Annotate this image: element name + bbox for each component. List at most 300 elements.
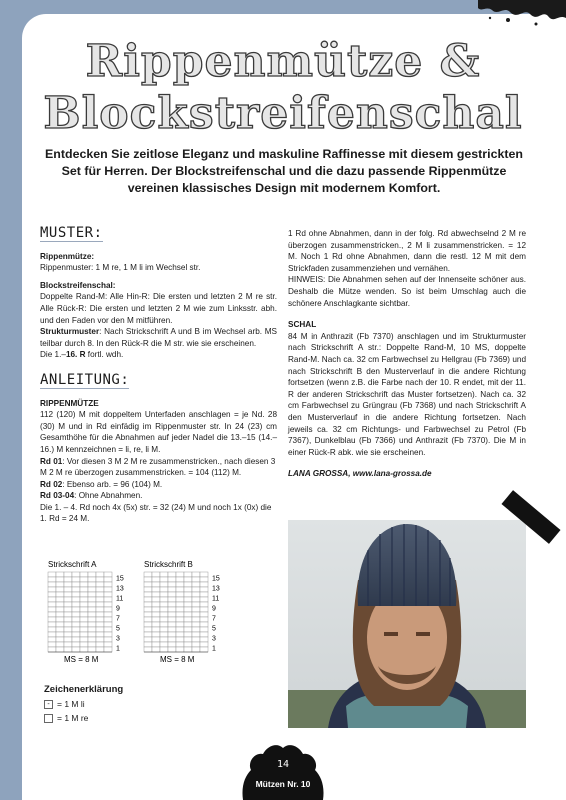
chart-b-cell: [152, 597, 160, 602]
chart-b-cell: [152, 647, 160, 652]
chart-b-cell: [168, 577, 176, 582]
chart-b-cell: [184, 592, 192, 597]
chart-b-cell: [184, 612, 192, 617]
chart-a-cell: [104, 612, 112, 617]
chart-a-cell: [80, 587, 88, 592]
chart-a-cell: [64, 617, 72, 622]
chart-a-cell: [80, 642, 88, 647]
chart-a-cell: [88, 612, 96, 617]
chart-a-cell: [80, 582, 88, 587]
chart-b-cell: [168, 572, 176, 577]
chart-b-cell: [200, 597, 208, 602]
chart-a-cell: [104, 627, 112, 632]
chart-a-cell: [96, 647, 104, 652]
rd0304-label: Rd 03-04: [40, 491, 75, 501]
chart-b-cell: [144, 617, 152, 622]
chart-a-cell: [48, 612, 56, 617]
chart-b-cell: [184, 632, 192, 637]
chart-a-cell: [56, 577, 64, 582]
chart-b-cell: [176, 637, 184, 642]
chart-a-cell: [72, 602, 80, 607]
chart-a-row-number: 3: [116, 635, 120, 643]
chart-a-cell: [96, 597, 104, 602]
chart-a-cell: [56, 642, 64, 647]
chart-b-cell: [152, 617, 160, 622]
chart-b-cell: [200, 582, 208, 587]
chart-b-cell: [192, 577, 200, 582]
chart-a-cell: [80, 577, 88, 582]
chart-b-row-number: 9: [212, 605, 216, 613]
chart-a-cell: [64, 637, 72, 642]
chart-a-cell: [48, 647, 56, 652]
chart-b-cell: [184, 647, 192, 652]
chart-b-cell: [160, 632, 168, 637]
struktur-title: Strukturmuster: [40, 327, 100, 337]
chart-a-cell: [64, 597, 72, 602]
chart-b-cell: [184, 607, 192, 612]
mutze-title: RIPPENMÜTZE: [40, 398, 99, 408]
chart-b-cell: [200, 622, 208, 627]
chart-a-grid: [48, 572, 112, 652]
chart-a-cell: [104, 632, 112, 637]
schal-text: 84 M in Anthrazit (Fb 7370) anschlagen und im Strukturmuster nach Strickschrift A str.: Doppelte Rand-M, 10 MS, doppelte Rand-M. Nach ca. 32 cm Farbwechsel zu Hellgrau (Fb 7369) und nach Strickschrift B den Musterverlauf in die andere Richtung fortsetzen (wenn z.B. die Farbe nach der 10. R endet, mit der 11. R der anderen Strickschrift das Muster fortsetzen). Nach ca. 32 cm Farbwechsel zu Grüngrau (Fb 7368) und nach Strickschrift A den Musterverlauf in die andere Richtung fortsetzen. Nach jeweils ca. 32 cm Richtungs- und Farbwechsel zu Petrol (Fb 7367), Dunkelblau (Fb 7366) und Anthrazit (Fb 7370). Die M in einer Rück-R abk. wie sie erscheinen.: [288, 331, 526, 457]
chart-a-cell: [48, 582, 56, 587]
chart-a-cell: [96, 612, 104, 617]
chart-a-cell: [48, 617, 56, 622]
repeat-paragraph: [40, 349, 277, 361]
chart-b-cell: [168, 642, 176, 647]
chart-a-cell: [88, 572, 96, 577]
chart-b-cell: [184, 572, 192, 577]
chart-b-cell: [160, 602, 168, 607]
chart-a-cell: [104, 642, 112, 647]
chart-a-cell: [48, 607, 56, 612]
chart-b-cell: [152, 587, 160, 592]
chart-a-cell: [72, 637, 80, 642]
chart-b-row-numbers: [212, 576, 220, 653]
chart-a-cell: [56, 637, 64, 642]
chart-a-cell: [96, 602, 104, 607]
chart-a-cell: [56, 647, 64, 652]
chart-b-cell: [200, 612, 208, 617]
chart-a-cell: [64, 572, 72, 577]
chart-b-title: Strickschrift B: [144, 560, 193, 569]
chart-b-cell: [160, 572, 168, 577]
chart-a-cell: [72, 617, 80, 622]
ink-splatter-decoration: [478, 0, 566, 28]
credit-text: LANA GROSSA, www.lana-grossa.de: [288, 469, 432, 479]
chart-b-cell: [152, 607, 160, 612]
chart-a-cell: [72, 627, 80, 632]
chart-a-cell: [88, 577, 96, 582]
chart-a-ms-label: MS = 8 M: [64, 655, 99, 664]
chart-b-cell: [160, 627, 168, 632]
chart-a-cell: [48, 632, 56, 637]
chart-b-cell: [160, 592, 168, 597]
chart-b-cell: [176, 647, 184, 652]
chart-b-cell: [200, 642, 208, 647]
chart-a-cell: [80, 622, 88, 627]
chart-b-row-number: 3: [212, 635, 216, 643]
chart-a-cell: [88, 597, 96, 602]
left-column: [40, 225, 277, 525]
repeat-text-a: Die 1.–: [40, 350, 66, 360]
chart-b-cell: [168, 617, 176, 622]
chart-b-cell: [168, 632, 176, 637]
legend-title: Zeichenerklärung: [44, 684, 124, 695]
legend-item-knit: [44, 713, 164, 723]
chart-a-cell: [96, 632, 104, 637]
chart-a-cell: [64, 587, 72, 592]
rd01-label: Rd 01: [40, 456, 63, 466]
rd02-text: : Ebenso arb. = 96 (104) M.: [62, 479, 163, 489]
chart-a-cell: [48, 587, 56, 592]
chart-a-row-number: 13: [116, 585, 124, 593]
chart-b-cell: [144, 592, 152, 597]
chart-b-cell: [144, 572, 152, 577]
chart-b-row-number: 1: [212, 645, 216, 653]
chart-b-row-number: 13: [212, 585, 220, 593]
purl-symbol-icon: -: [44, 700, 53, 709]
chart-a-cell: [96, 617, 104, 622]
chart-a-cell: [104, 577, 112, 582]
chart-a-cell: [88, 607, 96, 612]
model-photo: [288, 520, 526, 728]
chart-b-cell: [184, 587, 192, 592]
chart-a-cell: [80, 597, 88, 602]
chart-a-row-number: 5: [116, 625, 120, 633]
chart-b-cell: [176, 632, 184, 637]
chart-b-cell: [160, 597, 168, 602]
chart-b-cell: [176, 587, 184, 592]
chart-a-cell: [104, 587, 112, 592]
chart-b-cell: [144, 577, 152, 582]
chart-b-cell: [192, 617, 200, 622]
chart-a-cell: [72, 622, 80, 627]
chart-b-cell: [192, 612, 200, 617]
chart-a-cell: [88, 592, 96, 597]
chart-a-cell: [96, 577, 104, 582]
chart-b-cell: [144, 637, 152, 642]
chart-a-cell: [72, 587, 80, 592]
repeat-text-c: fortl. wdh.: [85, 350, 124, 360]
chart-b-cell: [184, 577, 192, 582]
chart-a-cell: [104, 637, 112, 642]
chart-b-row-number: 15: [212, 575, 220, 583]
chart-b-cell: [152, 592, 160, 597]
chart-b-row-number: 5: [212, 625, 216, 633]
rippen-title: Rippenmütze:: [40, 251, 95, 261]
knitting-charts: [40, 560, 280, 680]
chart-a-cell: [96, 592, 104, 597]
chart-a-cell: [80, 572, 88, 577]
chart-b-row-number: 11: [212, 595, 220, 603]
chart-b-cell: [200, 627, 208, 632]
chart-a-cell: [48, 637, 56, 642]
chart-b-cell: [200, 637, 208, 642]
chart-a-row-numbers: [116, 576, 124, 653]
chart-a-cell: [64, 582, 72, 587]
chart-a-cell: [88, 587, 96, 592]
chart-b-cell: [168, 607, 176, 612]
chart-b-cell: [200, 647, 208, 652]
chart-a-cell: [104, 592, 112, 597]
chart-a-row-number: 9: [116, 605, 120, 613]
rd0304-paragraph: [40, 490, 277, 502]
chart-a-cell: [104, 597, 112, 602]
anleitung-heading: ANLEITUNG:: [40, 371, 130, 388]
chart-a-row-number: 7: [116, 615, 120, 623]
chart-a-cell: [88, 617, 96, 622]
chart-a-cell: [72, 577, 80, 582]
struktur-paragraph: [40, 326, 277, 349]
page-badge: [239, 742, 327, 800]
chart-a-cell: [80, 647, 88, 652]
legend-item-purl-text: = 1 M li: [57, 699, 85, 709]
chart-a-cell: [96, 627, 104, 632]
chart-a-cell: [56, 617, 64, 622]
chart-b-cell: [152, 602, 160, 607]
chart-b-cell: [168, 582, 176, 587]
chart-b-cell: [184, 582, 192, 587]
chart-a-cell: [96, 622, 104, 627]
chart-a-row-number: 1: [116, 645, 120, 653]
chart-b-grid: [144, 572, 208, 652]
chart-b-cell: [184, 597, 192, 602]
page-title-line-2: Blockstreifenschal: [43, 88, 523, 139]
chart-a-cell: [88, 647, 96, 652]
chart-a-cell: [56, 612, 64, 617]
chart-a-cell: [80, 632, 88, 637]
chart-a-cell: [72, 592, 80, 597]
chart-b-cell: [144, 632, 152, 637]
chart-b-cell: [168, 602, 176, 607]
chart-a-cell: [96, 572, 104, 577]
page-title-line-1: Rippenmütze &: [85, 36, 481, 87]
rd-more-text: Die 1. – 4. Rd noch 4x (5x) str. = 32 (24) M und noch 1x (0x) die 1. Rd = 24 M.: [40, 502, 272, 524]
magazine-name: Mützen Nr. 10: [255, 779, 311, 789]
right-column: [288, 228, 526, 480]
chart-b-cell: [192, 602, 200, 607]
chart-a-cell: [80, 617, 88, 622]
chart-a-cell: [48, 577, 56, 582]
chart-b-cell: [192, 572, 200, 577]
chart-a-cell: [56, 582, 64, 587]
rd02-label: Rd 02: [40, 479, 63, 489]
chart-b-cell: [192, 592, 200, 597]
chart-b-cell: [160, 642, 168, 647]
chart-b-cell: [192, 632, 200, 637]
rd01-paragraph: [40, 456, 277, 479]
chart-a-cell: [48, 627, 56, 632]
chart-a-cell: [56, 597, 64, 602]
rd01-text: : Vor diesen 3 M 2 M re zusammenstricken., nach diesen 3 M 2 M re überzogen zusammenstricken. = 104 (112) M.: [40, 456, 276, 478]
chart-a-cell: [64, 622, 72, 627]
hinweis-text: HINWEIS: Die Abnahmen sehen auf der Innenseite schöner aus. Deshalb die Mütze wenden. So ist beim Umschlag auch die schönere Anschlagkante sichtbar.: [288, 275, 526, 308]
chart-a-cell: [56, 587, 64, 592]
chart-a-cell: [48, 592, 56, 597]
chart-a-cell: [56, 607, 64, 612]
chart-b-ms-label: MS = 8 M: [160, 655, 195, 664]
chart-b-cell: [176, 592, 184, 597]
chart-a-cell: [96, 607, 104, 612]
repeat-text-b: 16. R: [65, 350, 86, 360]
chart-b-cell: [152, 572, 160, 577]
chart-b-cell: [200, 602, 208, 607]
chart-b-cell: [168, 587, 176, 592]
chart-b-cell: [200, 632, 208, 637]
chart-b-cell: [176, 617, 184, 622]
chart-b-cell: [200, 572, 208, 577]
chart-b-cell: [152, 612, 160, 617]
chart-b-cell: [144, 612, 152, 617]
chart-b-cell: [160, 622, 168, 627]
chart-b-cell: [168, 612, 176, 617]
chart-a-cell: [72, 582, 80, 587]
schal-title: SCHAL: [288, 320, 317, 330]
chart-a-cell: [104, 622, 112, 627]
chart-b-cell: [160, 637, 168, 642]
chart-b-row-number: 7: [212, 615, 216, 623]
chart-a-cell: [96, 582, 104, 587]
struktur-text: : Nach Strickschrift A und B im Wechsel arb. MS teilbar durch 8. In den Rück-R die M str. wie sie erscheinen.: [40, 327, 277, 348]
rd02-paragraph: [40, 479, 277, 491]
chart-b-cell: [192, 647, 200, 652]
chart-a-cell: [104, 647, 112, 652]
chart-a-cell: [48, 597, 56, 602]
chart-b-cell: [144, 587, 152, 592]
chart-a-cell: [64, 642, 72, 647]
chart-a-cell: [88, 602, 96, 607]
chart-a-cell: [72, 612, 80, 617]
chart-a-cell: [48, 572, 56, 577]
chart-b-cell: [184, 642, 192, 647]
chart-b-cell: [152, 582, 160, 587]
chart-b-cell: [160, 617, 168, 622]
block-title: Blockstreifenschal:: [40, 280, 116, 290]
chart-b-cell: [160, 577, 168, 582]
chart-b-cell: [152, 637, 160, 642]
mutze-finish-text: 1 Rd ohne Abnahmen, dann in der folg. Rd abwechselnd 2 M re überzogen zusammenstricken., 2 M li zusammenstricken. = 12 M. Noch 1 Rd ohne Abnahmen, dann die restl. 12 M mit dem Strickfaden zusammenziehen und vernähen.: [288, 229, 526, 273]
chart-a-title: Strickschrift A: [48, 560, 97, 569]
chart-b-cell: [192, 622, 200, 627]
chart-b-cell: [168, 647, 176, 652]
chart-b-cell: [168, 592, 176, 597]
chart-b-cell: [176, 597, 184, 602]
chart-a-cell: [96, 637, 104, 642]
chart-b-cell: [176, 602, 184, 607]
muster-heading: MUSTER:: [40, 225, 103, 241]
legend: [44, 684, 164, 723]
chart-a-cell: [80, 607, 88, 612]
legend-item-purl: [44, 699, 164, 709]
chart-a-cell: [48, 642, 56, 647]
chart-b-cell: [144, 597, 152, 602]
chart-a-cell: [48, 602, 56, 607]
chart-a-row-number: 11: [116, 595, 124, 603]
chart-a-cell: [64, 592, 72, 597]
chart-b-cell: [176, 642, 184, 647]
chart-a-cell: [104, 572, 112, 577]
chart-a-row-number: 15: [116, 575, 124, 583]
chart-b-cell: [184, 602, 192, 607]
knit-symbol-icon: [44, 714, 53, 723]
legend-item-knit-text: = 1 M re: [57, 713, 89, 723]
chart-b-cell: [144, 627, 152, 632]
chart-a-cell: [96, 587, 104, 592]
chart-a-cell: [104, 582, 112, 587]
chart-a-cell: [88, 637, 96, 642]
chart-a-cell: [48, 622, 56, 627]
chart-a-cell: [104, 617, 112, 622]
chart-b-cell: [192, 627, 200, 632]
chart-b-cell: [152, 622, 160, 627]
chart-a-cell: [88, 627, 96, 632]
chart-b-cell: [192, 582, 200, 587]
chart-b-cell: [168, 637, 176, 642]
chart-b-cell: [200, 592, 208, 597]
chart-b-cell: [200, 577, 208, 582]
chart-a-cell: [64, 647, 72, 652]
chart-a-cell: [104, 607, 112, 612]
chart-a-cell: [104, 602, 112, 607]
chart-a-cell: [56, 602, 64, 607]
chart-a-cell: [64, 612, 72, 617]
chart-b-cell: [152, 642, 160, 647]
chart-a-cell: [96, 642, 104, 647]
chart-b-cell: [152, 632, 160, 637]
chart-b-cell: [176, 607, 184, 612]
chart-b-cell: [192, 587, 200, 592]
rippen-text: Rippenmuster: 1 M re, 1 M li im Wechsel str.: [40, 263, 201, 273]
chart-a-cell: [88, 582, 96, 587]
chart-a-cell: [80, 627, 88, 632]
chart-b-cell: [152, 577, 160, 582]
chart-b-cell: [144, 602, 152, 607]
chart-b-cell: [184, 627, 192, 632]
chart-b-cell: [200, 607, 208, 612]
chart-b-cell: [176, 612, 184, 617]
chart-a-cell: [72, 607, 80, 612]
chart-a-cell: [56, 632, 64, 637]
block-text: Doppelte Rand-M: Alle Hin-R: Die ersten und letzten 2 M re str. Alle Rück-R: Die ersten und letzten 2 M wie zum Linksstr. abh. und den Faden vor den M mitführen.: [40, 292, 277, 325]
chart-a-cell: [72, 647, 80, 652]
chart-a-cell: [80, 612, 88, 617]
chart-a-cell: [56, 622, 64, 627]
chart-b-cell: [176, 622, 184, 627]
chart-b-cell: [168, 597, 176, 602]
chart-a-cell: [72, 632, 80, 637]
chart-a-cell: [88, 632, 96, 637]
chart-b-cell: [192, 597, 200, 602]
chart-b-cell: [144, 642, 152, 647]
chart-b-cell: [160, 647, 168, 652]
chart-a-cell: [72, 597, 80, 602]
chart-b-cell: [152, 627, 160, 632]
chart-b-cell: [192, 637, 200, 642]
chart-a-cell: [64, 632, 72, 637]
chart-b-cell: [176, 582, 184, 587]
rd0304-text: : Ohne Abnahmen.: [74, 491, 143, 501]
chart-b-cell: [144, 582, 152, 587]
chart-b-cell: [160, 582, 168, 587]
chart-a-cell: [88, 622, 96, 627]
chart-b-cell: [184, 617, 192, 622]
chart-b-cell: [176, 572, 184, 577]
page-number: 14: [276, 759, 290, 770]
chart-a-cell: [56, 627, 64, 632]
chart-a-cell: [64, 577, 72, 582]
